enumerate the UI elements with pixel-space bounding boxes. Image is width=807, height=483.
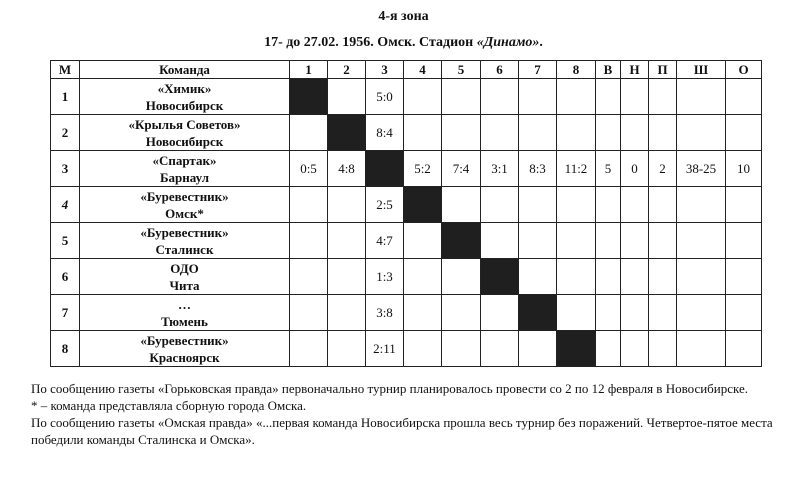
stat-cell: 5 — [596, 151, 621, 187]
score-cell — [442, 259, 481, 295]
score-cell — [442, 295, 481, 331]
score-cell: 4:7 — [366, 223, 404, 259]
stat-cell — [649, 115, 677, 151]
stat-cell — [621, 259, 649, 295]
stat-cell — [596, 187, 621, 223]
stat-cell — [726, 223, 762, 259]
score-cell — [290, 187, 328, 223]
stat-cell — [677, 115, 726, 151]
stat-cell — [726, 79, 762, 115]
team-cell — [80, 295, 290, 331]
team-name: «Спартак» — [152, 152, 217, 168]
team-cell — [80, 223, 290, 259]
stat-cell — [649, 295, 677, 331]
place-cell: 7 — [51, 295, 80, 331]
score-cell — [328, 259, 366, 295]
team-city: Чита — [169, 277, 200, 293]
table-row — [51, 79, 762, 115]
table-row — [51, 259, 762, 295]
score-cell: 8:4 — [366, 115, 404, 151]
table-row — [51, 223, 762, 259]
score-cell — [442, 115, 481, 151]
team-city: Новосибирск — [145, 133, 224, 149]
diagonal-cell — [442, 223, 481, 259]
diagonal-cell — [366, 151, 404, 187]
stat-cell — [726, 295, 762, 331]
team-cell — [80, 79, 290, 115]
score-cell — [404, 115, 442, 151]
header-points: О — [726, 61, 762, 79]
diagonal-cell — [404, 187, 442, 223]
place-cell: 2 — [51, 115, 80, 151]
score-cell — [481, 115, 519, 151]
score-cell: 11:2 — [557, 151, 596, 187]
header-goals: Ш — [677, 61, 726, 79]
stat-cell — [649, 187, 677, 223]
header-opponent-5: 5 — [442, 61, 481, 79]
stat-cell — [621, 331, 649, 367]
score-cell — [519, 331, 557, 367]
stat-cell — [677, 79, 726, 115]
team-city: Сталинск — [155, 241, 214, 257]
stat-cell: 0 — [621, 151, 649, 187]
note-2: * – команда представляла сборную города Омска. — [31, 398, 307, 413]
page-title: 4-я зона — [378, 9, 429, 24]
diagonal-cell — [328, 115, 366, 151]
team-city: Омск* — [165, 205, 204, 221]
stat-cell — [726, 187, 762, 223]
score-cell — [328, 223, 366, 259]
stat-cell — [677, 295, 726, 331]
stat-cell — [596, 331, 621, 367]
header-row — [51, 61, 762, 79]
stat-cell — [726, 259, 762, 295]
score-cell — [328, 79, 366, 115]
score-cell — [519, 223, 557, 259]
score-cell — [290, 115, 328, 151]
header-draws: Н — [621, 61, 649, 79]
stat-cell — [649, 79, 677, 115]
score-cell: 3:8 — [366, 295, 404, 331]
stat-cell — [677, 331, 726, 367]
diagonal-cell — [481, 259, 519, 295]
score-cell — [557, 295, 596, 331]
table-body — [51, 79, 762, 367]
score-cell — [290, 295, 328, 331]
score-cell — [481, 331, 519, 367]
place-cell: 6 — [51, 259, 80, 295]
score-cell: 2:11 — [366, 331, 404, 367]
table-row — [51, 331, 762, 367]
header-team: Команда — [80, 61, 290, 79]
team-cell — [80, 115, 290, 151]
stat-cell — [677, 187, 726, 223]
note-3: По сообщению газеты «Омская правда» «...первая команда Новосибирска прошла весь турнир без поражений. Четвертое-пятое места победили команды Сталинска и Омска». — [31, 415, 773, 447]
stat-cell: 2 — [649, 151, 677, 187]
stat-cell — [596, 259, 621, 295]
score-cell: 5:0 — [366, 79, 404, 115]
stat-cell — [621, 115, 649, 151]
subtitle-prefix: 17- до 27.02. 1956. Омск. Стадион — [264, 35, 477, 50]
stat-cell — [649, 259, 677, 295]
team-name: «Буревестник» — [140, 332, 229, 348]
score-cell: 3:1 — [481, 151, 519, 187]
stat-cell — [596, 223, 621, 259]
score-cell — [328, 295, 366, 331]
score-cell — [519, 115, 557, 151]
team-cell — [80, 187, 290, 223]
score-cell — [481, 187, 519, 223]
header-opponent-7: 7 — [519, 61, 557, 79]
score-cell — [481, 79, 519, 115]
place-cell: 4 — [51, 187, 80, 223]
diagonal-cell — [557, 331, 596, 367]
score-cell — [404, 79, 442, 115]
header-opponent-1: 1 — [290, 61, 328, 79]
table-row — [51, 187, 762, 223]
score-cell — [481, 295, 519, 331]
team-city: Барнаул — [159, 169, 210, 185]
score-cell — [290, 331, 328, 367]
team-city: Новосибирск — [145, 97, 224, 113]
subtitle-suffix: . — [539, 35, 543, 50]
team-name: «Химик» — [157, 80, 212, 96]
table-row — [51, 151, 762, 187]
score-cell: 1:3 — [366, 259, 404, 295]
place-cell: 5 — [51, 223, 80, 259]
stat-cell — [649, 223, 677, 259]
stat-cell — [649, 331, 677, 367]
table-row — [51, 115, 762, 151]
stat-cell: 10 — [726, 151, 762, 187]
score-cell — [519, 79, 557, 115]
score-cell — [290, 223, 328, 259]
header-opponent-3: 3 — [366, 61, 404, 79]
stat-cell — [621, 187, 649, 223]
score-cell — [404, 223, 442, 259]
score-cell — [557, 79, 596, 115]
place-cell: 3 — [51, 151, 80, 187]
score-cell: 5:2 — [404, 151, 442, 187]
score-cell — [557, 259, 596, 295]
diagonal-cell — [519, 295, 557, 331]
stat-cell: 38-25 — [677, 151, 726, 187]
stat-cell — [621, 295, 649, 331]
header-opponent-6: 6 — [481, 61, 519, 79]
score-cell — [519, 187, 557, 223]
score-cell: 8:3 — [519, 151, 557, 187]
score-cell: 4:8 — [328, 151, 366, 187]
place-cell: 1 — [51, 79, 80, 115]
standings-table — [50, 60, 762, 367]
stat-cell — [596, 115, 621, 151]
team-city: Красноярск — [149, 349, 220, 365]
header-losses: П — [649, 61, 677, 79]
score-cell — [481, 223, 519, 259]
team-name: ОДО — [170, 260, 199, 276]
note-1: По сообщению газеты «Горьковская правда» первоначально турнир планировалось провести со 2 по 12 февраля в Новосибирске. — [31, 381, 749, 396]
stat-cell — [726, 115, 762, 151]
team-city: Тюмень — [161, 313, 208, 329]
score-cell: 2:5 — [366, 187, 404, 223]
header-place: М — [51, 61, 80, 79]
header-opponent-4: 4 — [404, 61, 442, 79]
header-wins: В — [596, 61, 621, 79]
team-name: «Крылья Советов» — [128, 116, 241, 132]
team-name: «Буревестник» — [140, 224, 229, 240]
stat-cell — [677, 223, 726, 259]
page-subtitle — [0, 35, 807, 51]
notes — [31, 380, 801, 448]
stat-cell — [726, 331, 762, 367]
score-cell — [328, 187, 366, 223]
score-cell — [404, 331, 442, 367]
score-cell — [404, 295, 442, 331]
stat-cell — [596, 295, 621, 331]
stat-cell — [677, 259, 726, 295]
score-cell — [442, 79, 481, 115]
score-cell — [519, 259, 557, 295]
place-cell: 8 — [51, 331, 80, 367]
score-cell: 0:5 — [290, 151, 328, 187]
header-opponent-8: 8 — [557, 61, 596, 79]
stat-cell — [621, 79, 649, 115]
score-cell — [557, 115, 596, 151]
stat-cell — [621, 223, 649, 259]
score-cell — [442, 187, 481, 223]
team-name: … — [178, 296, 191, 312]
diagonal-cell — [290, 79, 328, 115]
table-row — [51, 295, 762, 331]
stat-cell — [596, 79, 621, 115]
team-cell — [80, 151, 290, 187]
score-cell — [290, 259, 328, 295]
score-cell — [442, 331, 481, 367]
team-cell — [80, 331, 290, 367]
score-cell — [557, 187, 596, 223]
score-cell: 7:4 — [442, 151, 481, 187]
team-name: «Буревестник» — [140, 188, 229, 204]
score-cell — [328, 331, 366, 367]
team-cell — [80, 259, 290, 295]
score-cell — [404, 259, 442, 295]
subtitle-venue: «Динамо» — [476, 35, 540, 50]
header-opponent-2: 2 — [328, 61, 366, 79]
score-cell — [557, 223, 596, 259]
